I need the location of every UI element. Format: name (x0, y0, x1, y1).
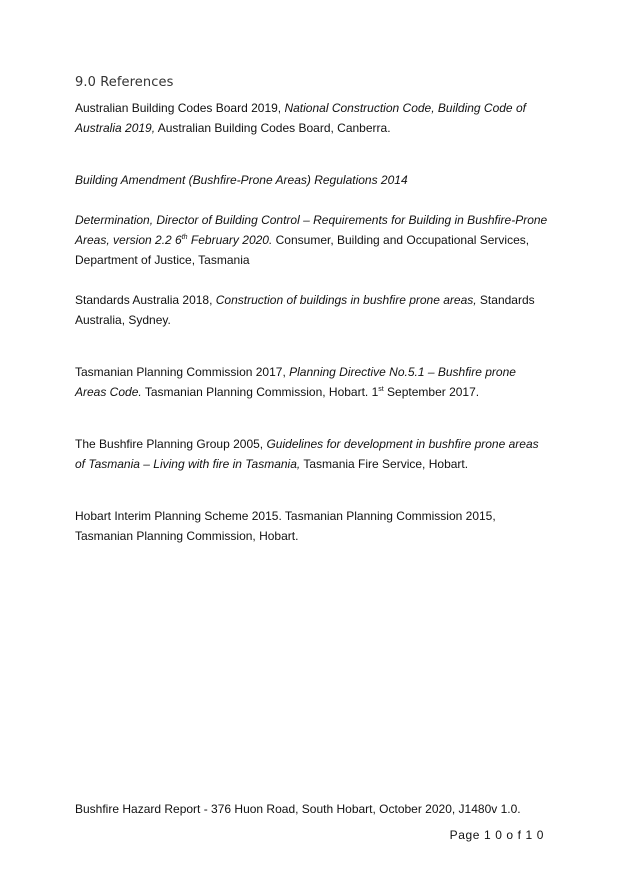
section-heading: 9.0 References (75, 75, 174, 90)
reference-text-run: Standards Australia 2018, (75, 293, 216, 307)
reference-text-run: Australian Building Codes Board 2019, (75, 101, 285, 115)
report-footer: Bushfire Hazard Report - 376 Huon Road, South Hobart, October 2020, J1480v 1.0. (75, 802, 521, 816)
reference-text-run: February 2020. (187, 233, 273, 247)
reference-text-run: Building Amendment (Bushfire-Prone Areas) Regulations 2014 (75, 173, 408, 187)
reference-text-run: Australian Building Codes Board, Canberra. (155, 121, 391, 135)
reference-text-run: September 2017. (383, 385, 480, 399)
reference-determination (75, 210, 550, 270)
reference-text-run: Tasmania Fire Service, Hobart. (300, 457, 469, 471)
reference-text-run: National Construction Code, Building Code of Australia 2019, (75, 101, 526, 135)
reference-text-run: Determination, Director of Building Control – Requirements for Building in Bushfire-Prone Areas, version 2.2 6 (75, 213, 548, 247)
reference-text-run: Planning Directive No.5.1 – Bushfire prone Areas Code. (75, 365, 516, 399)
reference-text-run: Hobart Interim Planning Scheme 2015. Tasmanian Planning Commission 2015, Tasmanian Planning Commission, Hobart. (75, 509, 496, 543)
reference-text-run: Consumer, Building and Occupational Services, Department of Justice, Tasmania (75, 233, 530, 267)
reference-bushfire-planning-group (75, 434, 550, 474)
reference-standards-australia (75, 290, 550, 330)
reference-text-run: th (181, 234, 188, 241)
reference-text-run: st (378, 386, 384, 393)
reference-text-run: The Bushfire Planning Group 2005, (75, 437, 267, 451)
reference-text-run: Guidelines for development in bushfire prone areas of Tasmania – Living with fire in Tasmania, (75, 437, 539, 471)
reference-hobart-interim-scheme (75, 506, 550, 546)
reference-text-run: Tasmanian Planning Commission, Hobart. 1 (141, 385, 379, 399)
reference-planning-directive (75, 362, 550, 402)
reference-text-run: Standards Australia, Sydney. (75, 293, 535, 327)
page-number: Page 1 0 o f 1 0 (449, 828, 544, 842)
reference-text-run: Tasmanian Planning Commission 2017, (75, 365, 290, 379)
reference-abcb (75, 98, 550, 138)
reference-building-amendment (75, 170, 550, 190)
reference-text-run: Construction of buildings in bushfire prone areas, (215, 293, 477, 307)
